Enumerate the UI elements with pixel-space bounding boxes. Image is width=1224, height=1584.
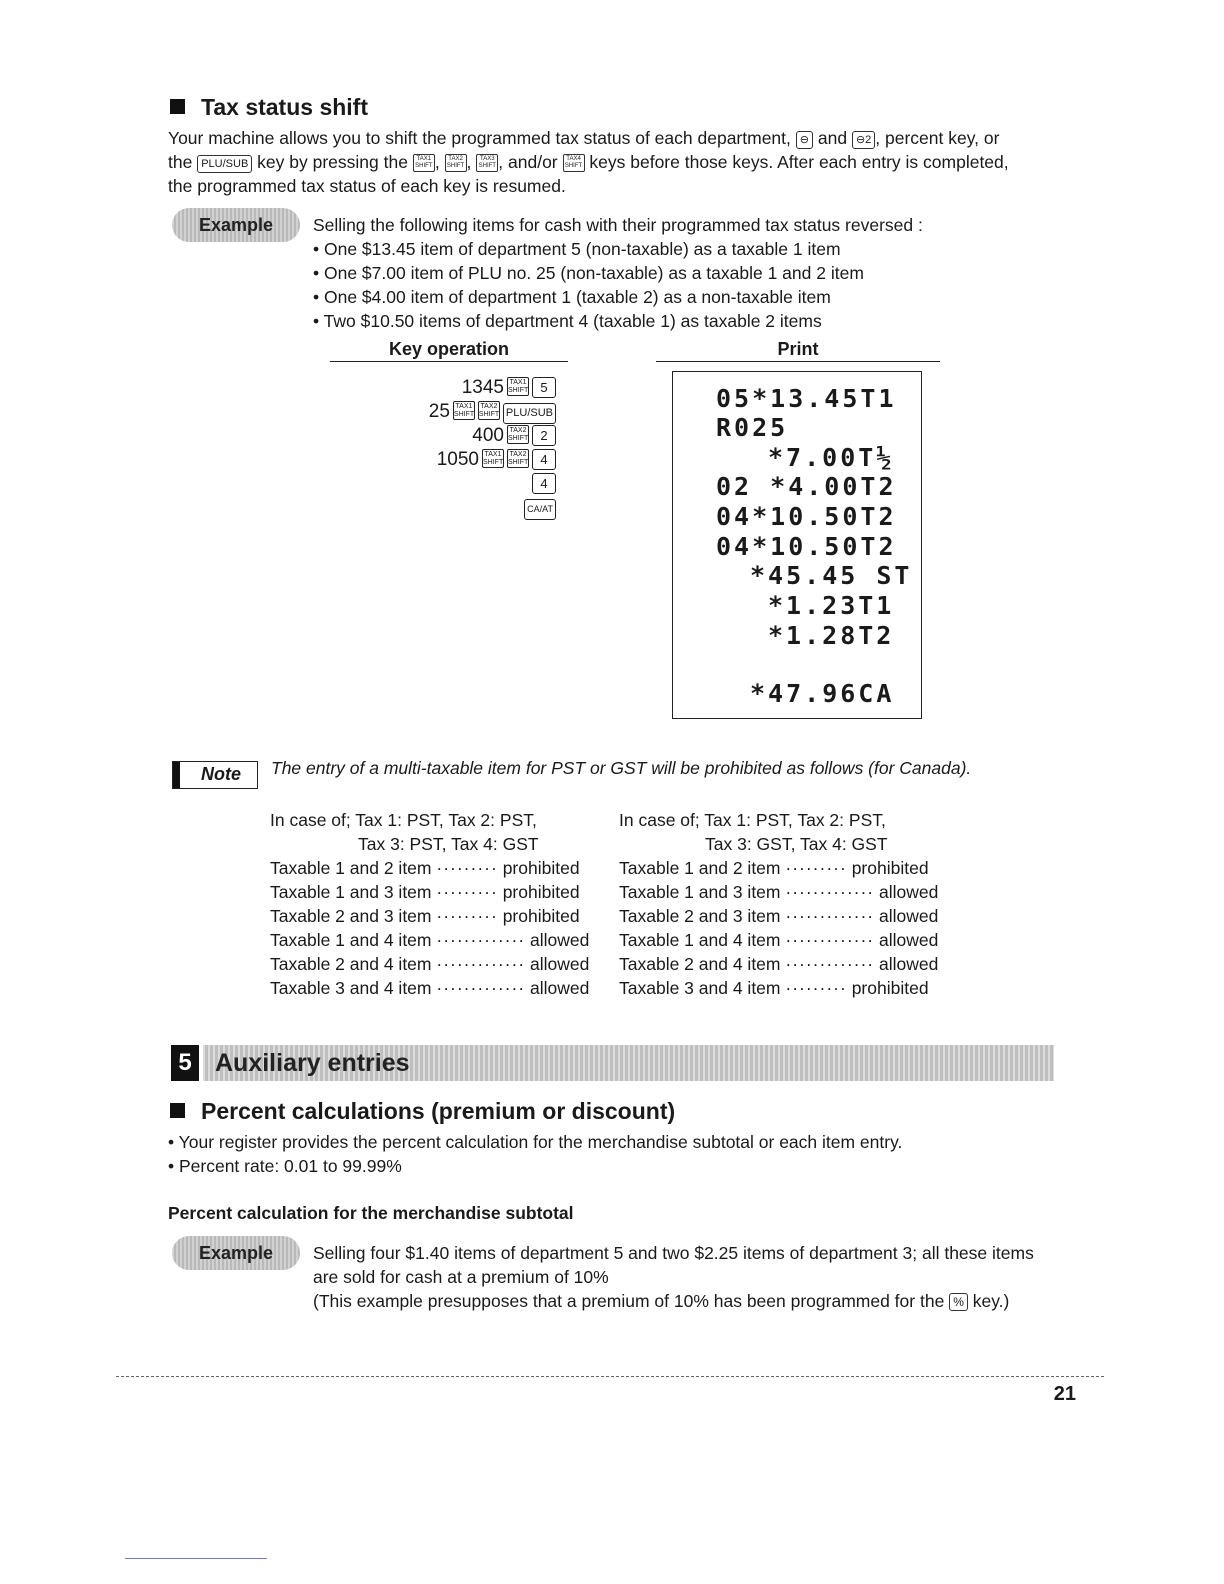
rule-label: Taxable 2 and 3 item [270,906,432,926]
rule-row [270,952,590,976]
percent-key-icon: % [949,1293,968,1311]
example-line-1: Selling four $1.40 items of department 5 and two $2.25 items of department 3; all these items [313,1243,1034,1263]
case-line-1: In case of; Tax 1: PST, Tax 2: PST, [270,810,537,830]
square-bullet-icon [170,1103,185,1118]
rule-label: Taxable 1 and 2 item [270,858,432,878]
section-number: 5 [171,1045,199,1081]
rule-row [270,904,590,928]
case-line-2: Tax 3: PST, Tax 4: GST [358,834,539,854]
key-operation-header: Key operation [388,339,510,359]
tax-shift-paragraph [168,126,1068,198]
leader-dots: ········· [436,858,498,878]
example-bullet-4: • Two $10.50 items of department 4 (taxable 1) as taxable 2 items [313,311,822,331]
percent-bullet-2: • Percent rate: 0.01 to 99.99% [168,1156,402,1176]
paragraph-line-2: the PLU/SUB key by pressing the TAX1 SHIFT , TAX2 SHIFT , TAX3 SHIFT , and/or TAX4 SHIFT keys before those keys. After each entry is completed, [168,152,1009,172]
ca-at-key-icon: CA/AT [524,499,556,520]
leader-dots: ········· [436,882,498,902]
tax-shift-heading: Tax status shift [170,94,368,121]
percent-bullets [168,1130,1068,1178]
minus-key-icon: ⊖ [796,131,813,149]
rule-rows [270,856,590,1000]
leader-dots: ············· [785,882,875,902]
rule-status: prohibited [502,882,580,902]
leader-dots: ············· [436,954,526,974]
example-intro: Selling the following items for cash with their programmed tax status reversed : [313,215,923,235]
receipt-line-1: 05*13.45T1 [716,384,897,413]
receipt-line-9: *1.28T2 [768,621,895,650]
footer-rule [116,1376,1104,1377]
key-op-row-1: 1345 TAX1 SHIFT 5 [336,376,556,400]
example-bullet-1: • One $13.45 item of department 5 (non-taxable) as a taxable 1 item [313,239,841,259]
dept-4-key-icon: 4 [532,473,556,494]
rule-status: prohibited [851,978,929,998]
paragraph-line-1: Your machine allows you to shift the programmed tax status of each department, ⊖ and ⊖2 , percent key, or [168,128,1000,148]
example-description [313,213,1033,333]
rule-row [270,880,590,904]
plu-sub-key-icon: PLU/SUB [197,155,252,173]
plu-sub-key-icon: PLU/SUB [503,403,556,424]
tax2-shift-key-icon: TAX2 SHIFT [445,154,467,172]
rule-status: allowed [879,882,939,902]
case-line-1: In case of; Tax 1: PST, Tax 2: PST, [619,810,886,830]
note-right-column [619,808,939,1000]
dept-4-key-icon: 4 [532,449,556,470]
dept-5-key-icon: 5 [532,377,556,398]
percent-example-text [313,1241,1073,1313]
receipt-line-5: 04*10.50T2 [716,502,897,531]
rule-label: Taxable 2 and 3 item [619,906,781,926]
note-badge: Note [172,761,258,789]
receipt-printout [672,371,922,719]
tax1-shift-key-icon: TAX1 SHIFT [413,154,435,172]
rule-rows [619,856,939,1000]
dept-2-key-icon: 2 [532,425,556,446]
key-op-row-6 [336,496,556,520]
key-operation-rule [330,361,568,362]
example-badge: Example [172,1236,300,1270]
leader-dots: ············· [785,930,875,950]
leader-dots: ············· [436,978,526,998]
rule-row [270,856,590,880]
rule-status: allowed [530,930,590,950]
section-title: Auxiliary entries [215,1049,410,1077]
rule-status: allowed [879,954,939,974]
leader-dots: ············· [785,906,875,926]
key-op-row-3: 400 TAX2 SHIFT 2 [336,424,556,448]
rule-status: allowed [530,954,590,974]
square-bullet-icon [170,99,185,114]
example-line-3: (This example presupposes that a premium of 10% has been programmed for the % key.) [313,1291,1010,1311]
receipt-line-8: *1.23T1 [768,591,895,620]
leader-dots: ············· [436,930,526,950]
key-op-row-2: 25 TAX1 SHIFTTAX2 SHIFT PLU/SUB [336,400,556,424]
note-text: The entry of a multi-taxable item for PST or GST will be prohibited as follows (for Canada). [271,758,972,778]
subtotal-subheading: Percent calculation for the merchandise subtotal [168,1203,574,1223]
receipt-line-2: R025 [716,413,789,442]
note-left-column [270,808,590,1000]
rule-label: Taxable 3 and 4 item [619,978,781,998]
receipt-line-3: *7.00T½ [768,443,895,472]
rule-row [619,856,939,880]
tax1-shift-key-icon: TAX1 SHIFT [483,451,504,466]
rule-label: Taxable 1 and 2 item [619,858,781,878]
rule-label: Taxable 2 and 4 item [270,954,432,974]
rule-row [619,928,939,952]
footnote-rule [125,1558,267,1559]
rule-row [619,952,939,976]
tax2-shift-key-icon: TAX2 SHIFT [508,427,529,442]
tax1-shift-key-icon: TAX1 SHIFT [453,403,475,418]
rule-row [619,880,939,904]
example-badge: Example [172,208,300,242]
percent-heading: Percent calculations (premium or discount) [170,1098,675,1125]
rule-status: allowed [530,978,590,998]
rule-row [270,928,590,952]
key-operation-list [336,376,556,520]
tax2-shift-key-icon: TAX2 SHIFT [478,403,500,418]
leader-dots: ········· [785,858,847,878]
receipt-line-6: 04*10.50T2 [716,532,897,561]
rule-label: Taxable 1 and 4 item [270,930,432,950]
receipt-line-7: *45.45 ST [750,561,913,590]
minus2-key-icon: ⊖2 [852,131,875,149]
paragraph-line-3: the programmed tax status of each key is resumed. [168,176,566,196]
rule-label: Taxable 3 and 4 item [270,978,432,998]
key-op-row-5 [336,472,556,496]
note-marker [173,762,180,788]
key-op-row-4: 1050 TAX1 SHIFTTAX2 SHIFT 4 [336,448,556,472]
rule-status: prohibited [502,906,580,926]
case-line-2: Tax 3: GST, Tax 4: GST [705,834,888,854]
tax2-shift-key-icon: TAX2 SHIFT [508,451,529,466]
tax3-shift-key-icon: TAX3 SHIFT [476,154,498,172]
rule-label: Taxable 2 and 4 item [619,954,781,974]
print-header: Print [777,339,819,359]
example-bullet-3: • One $4.00 item of department 1 (taxable 2) as a non-taxable item [313,287,831,307]
tax4-shift-key-icon: TAX4 SHIFT [563,154,585,172]
rule-status: prohibited [502,858,580,878]
rule-row [619,976,939,1000]
percent-bullet-1: • Your register provides the percent calculation for the merchandise subtotal or each item entry. [168,1132,903,1152]
rule-status: allowed [879,906,939,926]
example-line-2: are sold for cash at a premium of 10% [313,1267,609,1287]
rule-status: allowed [879,930,939,950]
rule-status: prohibited [851,858,929,878]
section-banner [203,1045,1054,1081]
leader-dots: ········· [436,906,498,926]
rule-label: Taxable 1 and 4 item [619,930,781,950]
receipt-line-10: *47.96CA [750,679,895,708]
example-bullet-2: • One $7.00 item of PLU no. 25 (non-taxable) as a taxable 1 and 2 item [313,263,864,283]
leader-dots: ············· [785,954,875,974]
rule-label: Taxable 1 and 3 item [270,882,432,902]
leader-dots: ········· [785,978,847,998]
print-rule [656,361,940,362]
rule-row [270,976,590,1000]
rule-label: Taxable 1 and 3 item [619,882,781,902]
page-number: 21 [1053,1383,1076,1405]
rule-row [619,904,939,928]
tax1-shift-key-icon: TAX1 SHIFT [508,379,529,394]
receipt-line-4: 02 *4.00T2 [716,472,897,501]
